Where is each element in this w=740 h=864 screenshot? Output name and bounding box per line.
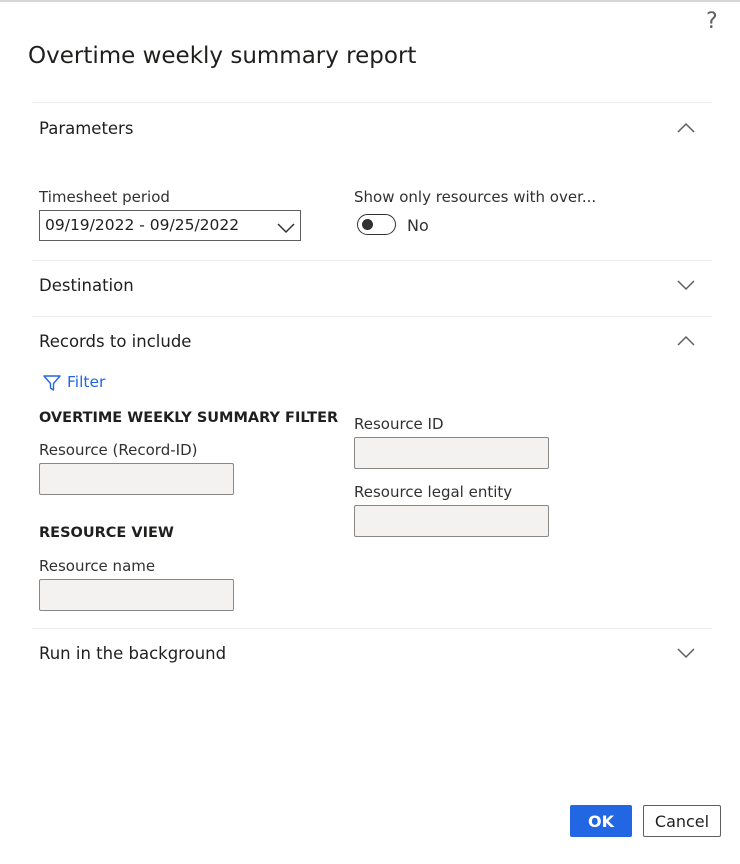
chevron-up-icon[interactable] (676, 335, 696, 349)
show-only-resources-toggle[interactable] (357, 214, 396, 235)
page-title: Overtime weekly summary report (28, 43, 417, 69)
resource-id-input[interactable] (354, 437, 549, 469)
cancel-button[interactable]: Cancel (643, 805, 721, 837)
toggle-state-text: No (407, 216, 429, 235)
chevron-up-icon[interactable] (676, 122, 696, 136)
timesheet-period-value: 09/19/2022 - 09/25/2022 (45, 216, 240, 234)
help-icon[interactable]: ? (706, 9, 718, 34)
section-header-run-in-background[interactable]: Run in the background (39, 644, 227, 663)
section-divider (32, 316, 712, 317)
section-divider (32, 260, 712, 261)
section-divider (32, 628, 712, 629)
timesheet-period-label: Timesheet period (39, 188, 170, 206)
resource-record-id-input[interactable] (39, 463, 234, 495)
resource-name-input[interactable] (39, 579, 234, 611)
section-divider (32, 102, 712, 103)
timesheet-period-select[interactable] (39, 210, 301, 241)
filter-icon[interactable] (42, 373, 62, 397)
chevron-down-icon (276, 219, 296, 238)
resource-legal-entity-label: Resource legal entity (354, 483, 513, 501)
chevron-down-icon[interactable] (676, 279, 696, 293)
resource-record-id-label: Resource (Record-ID) (39, 441, 198, 459)
section-header-parameters[interactable]: Parameters (39, 119, 134, 138)
section-header-records-to-include[interactable]: Records to include (39, 332, 192, 351)
resource-name-label: Resource name (39, 557, 156, 575)
resource-id-label: Resource ID (354, 415, 444, 433)
group-title-resource-view: RESOURCE VIEW (39, 525, 174, 541)
filter-link[interactable]: Filter (67, 373, 106, 391)
show-only-resources-label: Show only resources with over... (354, 188, 597, 206)
resource-legal-entity-input[interactable] (354, 505, 549, 537)
top-border (0, 0, 740, 2)
toggle-knob (362, 219, 373, 230)
chevron-down-icon[interactable] (676, 647, 696, 661)
group-title-overtime-filter: OVERTIME WEEKLY SUMMARY FILTER (39, 410, 339, 426)
ok-button[interactable]: OK (570, 805, 632, 837)
section-header-destination[interactable]: Destination (39, 276, 134, 295)
